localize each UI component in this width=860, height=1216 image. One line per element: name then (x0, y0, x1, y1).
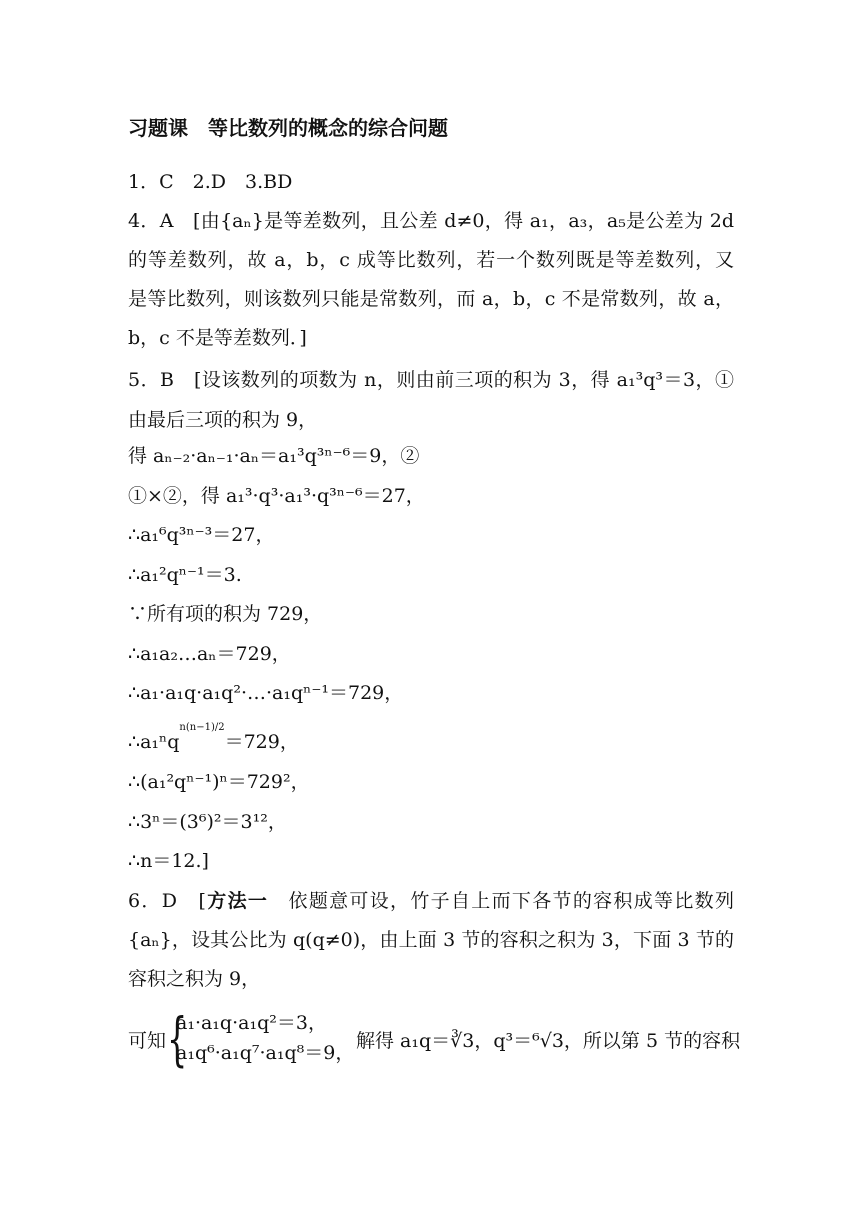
answer-4-line-4: b，c 不是等差数列．] (128, 327, 307, 349)
answer-6-line-2: {aₙ}，设其公比为 q(q≠0)，由上面 3 节的容积之积为 3，下面 3 节的 (128, 929, 734, 951)
answer-5-line-10 (128, 722, 299, 760)
answer-5-line-2: 由最后三项的积为 9， (128, 409, 318, 431)
power-base: ∴a₁ⁿq (128, 731, 180, 753)
answer-6-line-1 (128, 887, 734, 915)
power-result: ＝729， (224, 731, 299, 753)
answer-5-line-8: ∴a₁a₂…aₙ＝729， (128, 643, 291, 665)
kezhi-label: 可知 (128, 1030, 167, 1052)
answer-5-line-6: ∴a₁²qⁿ⁻¹＝3. (128, 564, 242, 586)
answer-5-line-11: ∴(a₁²qⁿ⁻¹)ⁿ＝729²， (128, 771, 310, 793)
equation-1: a₁·a₁q·a₁q²＝3， (176, 1012, 327, 1034)
answer-5-line-3: 得 aₙ₋₂·aₙ₋₁·aₙ＝a₁³q³ⁿ⁻⁶＝9，② (128, 445, 420, 467)
solution-text: 解得 a₁q＝∛3，q³＝⁶√3，所以第 5 节的容积 (356, 1030, 741, 1052)
answer-6-text: 依题意可设，竹子自上而下各节的容积成等比数列 (268, 890, 734, 912)
answer-1-3: 1．C 2.D 3.BD (128, 171, 293, 193)
answer-5-line-5: ∴a₁⁶q³ⁿ⁻³＝27， (128, 524, 275, 546)
equation-2: a₁q⁶·a₁q⁷·a₁q⁸＝9， (176, 1042, 355, 1064)
fraction-exponent: n(n−1)/2 (179, 722, 225, 733)
answer-5-line-4: ①×②，得 a₁³·q³·a₁³·q³ⁿ⁻⁶＝27， (128, 485, 425, 507)
answer-5-line-9: ∴a₁·a₁q·a₁q²·…·a₁qⁿ⁻¹＝729， (128, 682, 404, 704)
answer-5-line-13: ∴n＝12.] (128, 850, 209, 872)
answer-6-line-3: 容积之积为 9， (128, 968, 261, 990)
left-brace: { (167, 1005, 188, 1073)
answer-4-line-2: 的等差数列，故 a，b，c 成等比数列，若一个数列既是等差数列，又 (128, 249, 734, 271)
answer-4-line-1: 4．A [由{aₙ}是等差数列，且公差 d≠0，得 a₁，a₃，a₅是公差为 2d (128, 210, 734, 232)
answer-5-line-7: ∵所有项的积为 729， (128, 603, 323, 625)
answer-5-line-12: ∴3ⁿ＝(3⁶)²＝3¹²， (128, 811, 287, 833)
method-one-label: 方法一 (205, 890, 269, 912)
answer-6-prefix: 6．D [ (128, 890, 206, 912)
page-title: 习题课 等比数列的概念的综合问题 (128, 116, 448, 140)
answer-4-line-3: 是等比数列，则该数列只能是常数列，而 a，b，c 不是常数列，故 a， (128, 288, 734, 310)
answer-5-line-1: 5．B [设该数列的项数为 n，则由前三项的积为 3，得 a₁³q³＝3，① (128, 369, 734, 391)
